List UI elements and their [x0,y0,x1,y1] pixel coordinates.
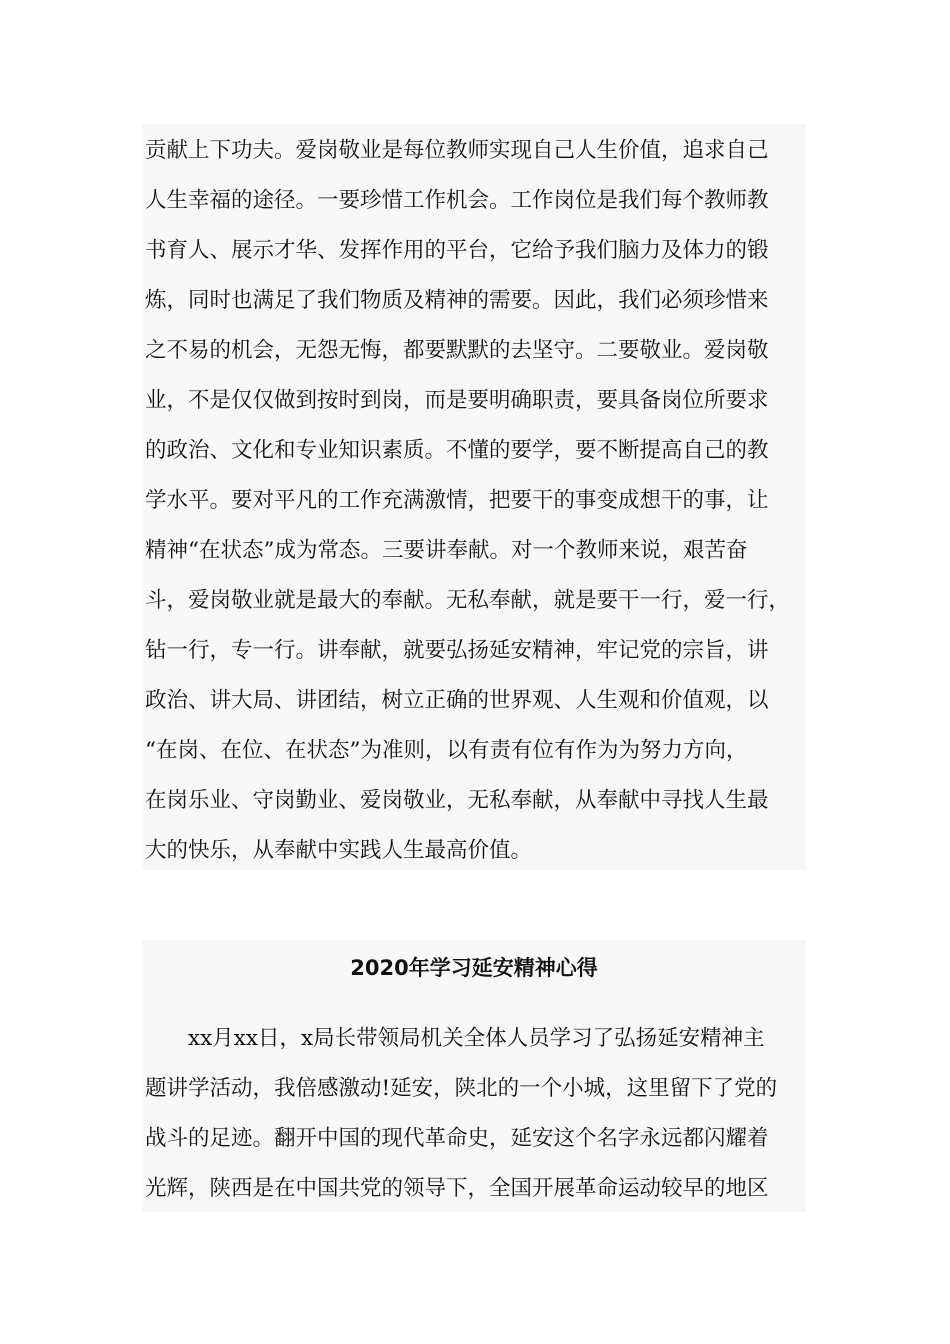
paragraph-line: “在岗、在位、在状态”为准则，以有责有位有作为为努力方向， [145,738,748,763]
paragraph-line: 政治、讲大局、讲团结，树立正确的世界观、人生观和价值观，以 [145,688,769,713]
paragraph-line: 在岗乐业、守岗勤业、爱岗敬业，无私奉献，从奉献中寻找人生最 [145,788,769,813]
article-section [142,940,806,1212]
paragraph-line: 人生幸福的途径。一要珍惜工作机会。工作岗位是我们每个教师教 [145,188,769,213]
article-title: 2020年学习延安精神心得 [350,956,598,980]
paragraph-line: 大的快乐，从奉献中实践人生最高价值。 [145,838,533,863]
paragraph-line: 精神“在状态”成为常态。三要讲奉献。对一个教师来说，艰苦奋 [145,538,748,563]
paragraph-line: 书育人、展示才华、发挥作用的平台，它给予我们脑力及体力的锻 [145,238,769,263]
paragraph-line: 题讲学活动，我倍感激动!延安，陕北的一个小城，这里留下了党的 [145,1076,778,1101]
paragraph-line: 之不易的机会，无怨无悔，都要默默的去坚守。二要敬业。爱岗敬 [145,338,769,363]
paragraph-line: 学水平。要对平凡的工作充满激情，把要干的事变成想干的事，让 [145,488,769,513]
paragraph-line: 光辉，陕西是在中国共党的领导下，全国开展革命运动较早的地区 [145,1176,769,1201]
paragraph-line: 业，不是仅仅做到按时到岗，而是要明确职责，要具备岗位所要求 [145,388,769,413]
paragraph-line: 战斗的足迹。翻开中国的现代革命史，延安这个名字永远都闪耀着 [145,1126,769,1151]
body-text-section [142,124,806,870]
paragraph-line: 贡献上下功夫。爱岗敬业是每位教师实现自己人生价值，追求自己 [145,138,769,163]
paragraph-line: 的政治、文化和专业知识素质。不懂的要学，要不断提高自己的教 [145,438,769,463]
paragraph-line: 炼，同时也满足了我们物质及精神的需要。因此，我们必须珍惜来 [145,288,769,313]
paragraph-line: 钻一行，专一行。讲奉献，就要弘扬延安精神，牢记党的宗旨，讲 [145,638,769,663]
paragraph-line: 斗，爱岗敬业就是最大的奉献。无私奉献，就是要干一行，爱一行， [145,588,791,613]
paragraph-line: xx月xx日，x局长带领局机关全体人员学习了弘扬延安精神主 [188,1026,765,1051]
